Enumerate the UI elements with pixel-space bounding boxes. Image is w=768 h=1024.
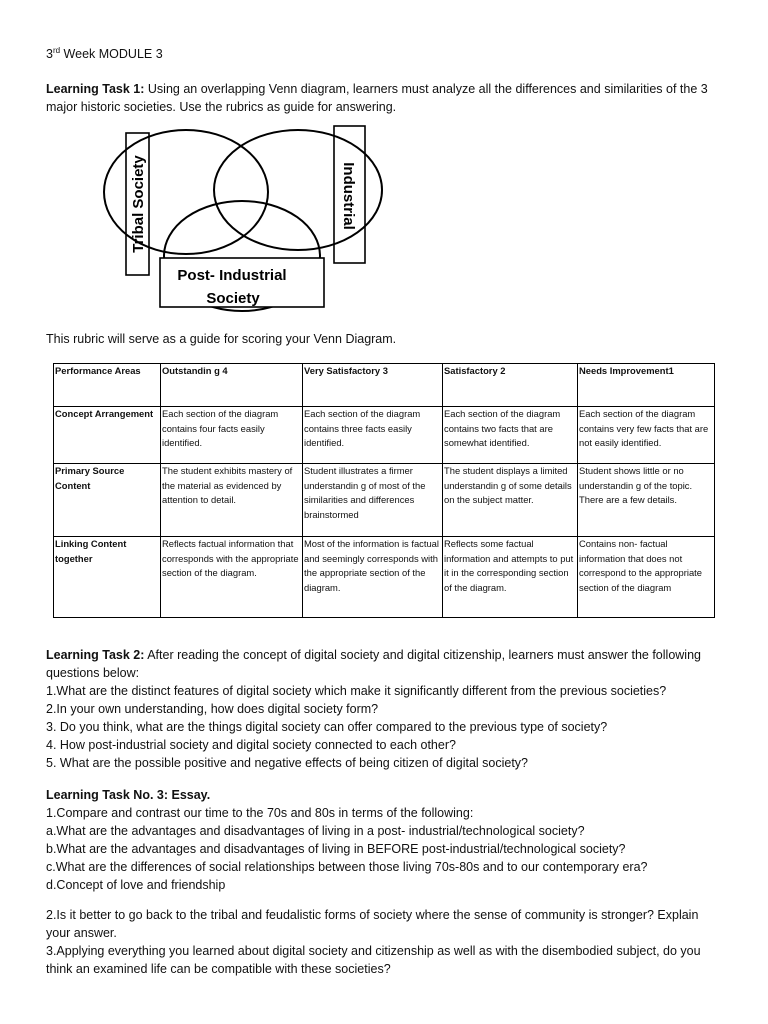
rubric-cell: Each section of the diagram contains two facts that are somewhat identified. [443,407,578,464]
task2-intro: Learning Task 2: After reading the concept of digital society and digital citizenship, learners must answer the following [46,648,701,662]
header-satisfactory: Satisfactory 2 [443,364,578,407]
module-heading: 3rd Week MODULE 3 [46,46,163,62]
rubric-row-linking-content [54,537,715,618]
rubric-row-concept-arrangement [54,407,715,464]
header-needs-improvement: Needs Improvement1 [578,364,715,407]
task2-question: 3. Do you think, what are the things digital society can offer compared to the previous type of society? [46,720,608,734]
task3-more-line: 3.Applying everything you learned about digital society and citizenship as well as with the disembodied subject, do you [46,944,701,958]
header-performance-areas: Performance Areas [54,364,161,407]
rubric-cell: The student exhibits mastery of the material as evidenced by attention to detail. [161,464,303,537]
task3-more-line: 2.Is it better to go back to the tribal and feudalistic forms of society where the sense of community is stronger? Explain [46,908,699,922]
label-tribal-society: Tribal Society [130,155,147,253]
rubric-cell: Student shows little or no understandin g of the topic. There are a few details. [578,464,715,537]
label-post-industrial-line2: Society [206,290,260,307]
task3-more-section [46,906,701,978]
rubric-cell: Reflects factual information that corresponds with the appropriate section of the diagram. [161,537,303,618]
rubric-table [53,363,715,618]
label-industrial: Industrial [340,162,357,230]
task3-section [46,786,648,894]
task2-question: 2.In your own understanding, how does digital society form? [46,702,379,716]
rubric-cell: Reflects some factual information and attempts to put it in the corresponding section of the diagram. [443,537,578,618]
rubric-row-primary-source [54,464,715,537]
rubric-area-label: Primary Source Content [54,464,161,537]
task2-question: 4. How post-industrial society and digital society connected to each other? [46,738,456,752]
task3-more-line: think an examined life can be compatible with these societies? [46,962,391,976]
rubric-intro: This rubric will serve as a guide for scoring your Venn Diagram. [46,332,397,346]
rubric-cell: Each section of the diagram contains very few facts that are not easily identified. [578,407,715,464]
task3-label: Learning Task No. 3: Essay. [46,788,211,802]
rubric-area-label: Concept Arrangement [54,407,161,464]
task2-section [46,646,701,772]
task1-paragraph: Learning Task 1: Using an overlapping Venn diagram, learners must analyze all the differences and similarities of the 3 major historic societies. Use the rubrics as guide for answering. [46,82,708,114]
task1-label: Learning Task 1: [46,82,145,96]
label-post-industrial-line1: Post- Industrial [177,267,287,284]
rubric-cell: Contains non- factual information that does not correspond to the appropriate section of the diagram [578,537,715,618]
rubric-cell: Student illustrates a firmer understandin g of most of the similarities and differences brainstormed [303,464,443,537]
task3-line: b.What are the advantages and disadvantages of living in BEFORE post-industrial/technological society? [46,842,626,856]
task3-line: d.Concept of love and friendship [46,878,226,892]
rubric-header-row [54,364,715,407]
task2-question: 1.What are the distinct features of digital society which make it significantly different from the previous societies? [46,684,667,698]
rubric-cell: The student displays a limited understandin g of some details on the subject matter. [443,464,578,537]
task3-line: c.What are the differences of social relationships between those living 70s-80s and to our contemporary era? [46,860,648,874]
task3-more-line: your answer. [46,926,117,940]
header-very-satisfactory: Very Satisfactory 3 [303,364,443,407]
rubric-cell: Each section of the diagram contains four facts easily identified. [161,407,303,464]
header-outstanding: Outstandin g 4 [161,364,303,407]
rubric-cell: Most of the information is factual and seemingly corresponds with the appropriate section of the diagram. [303,537,443,618]
task2-intro-cont: questions below: [46,666,140,680]
rubric-area-label: Linking Content together [54,537,161,618]
task2-question: 5. What are the possible positive and negative effects of being citizen of digital society? [46,756,529,770]
task2-label: Learning Task 2: [46,648,145,662]
venn-diagram [0,0,768,320]
task3-line: a.What are the advantages and disadvantages of living in a post- industrial/technological society? [46,824,585,838]
rubric-cell: Each section of the diagram contains three facts easily identified. [303,407,443,464]
task3-line: 1.Compare and contrast our time to the 70s and 80s in terms of the following: [46,806,474,820]
